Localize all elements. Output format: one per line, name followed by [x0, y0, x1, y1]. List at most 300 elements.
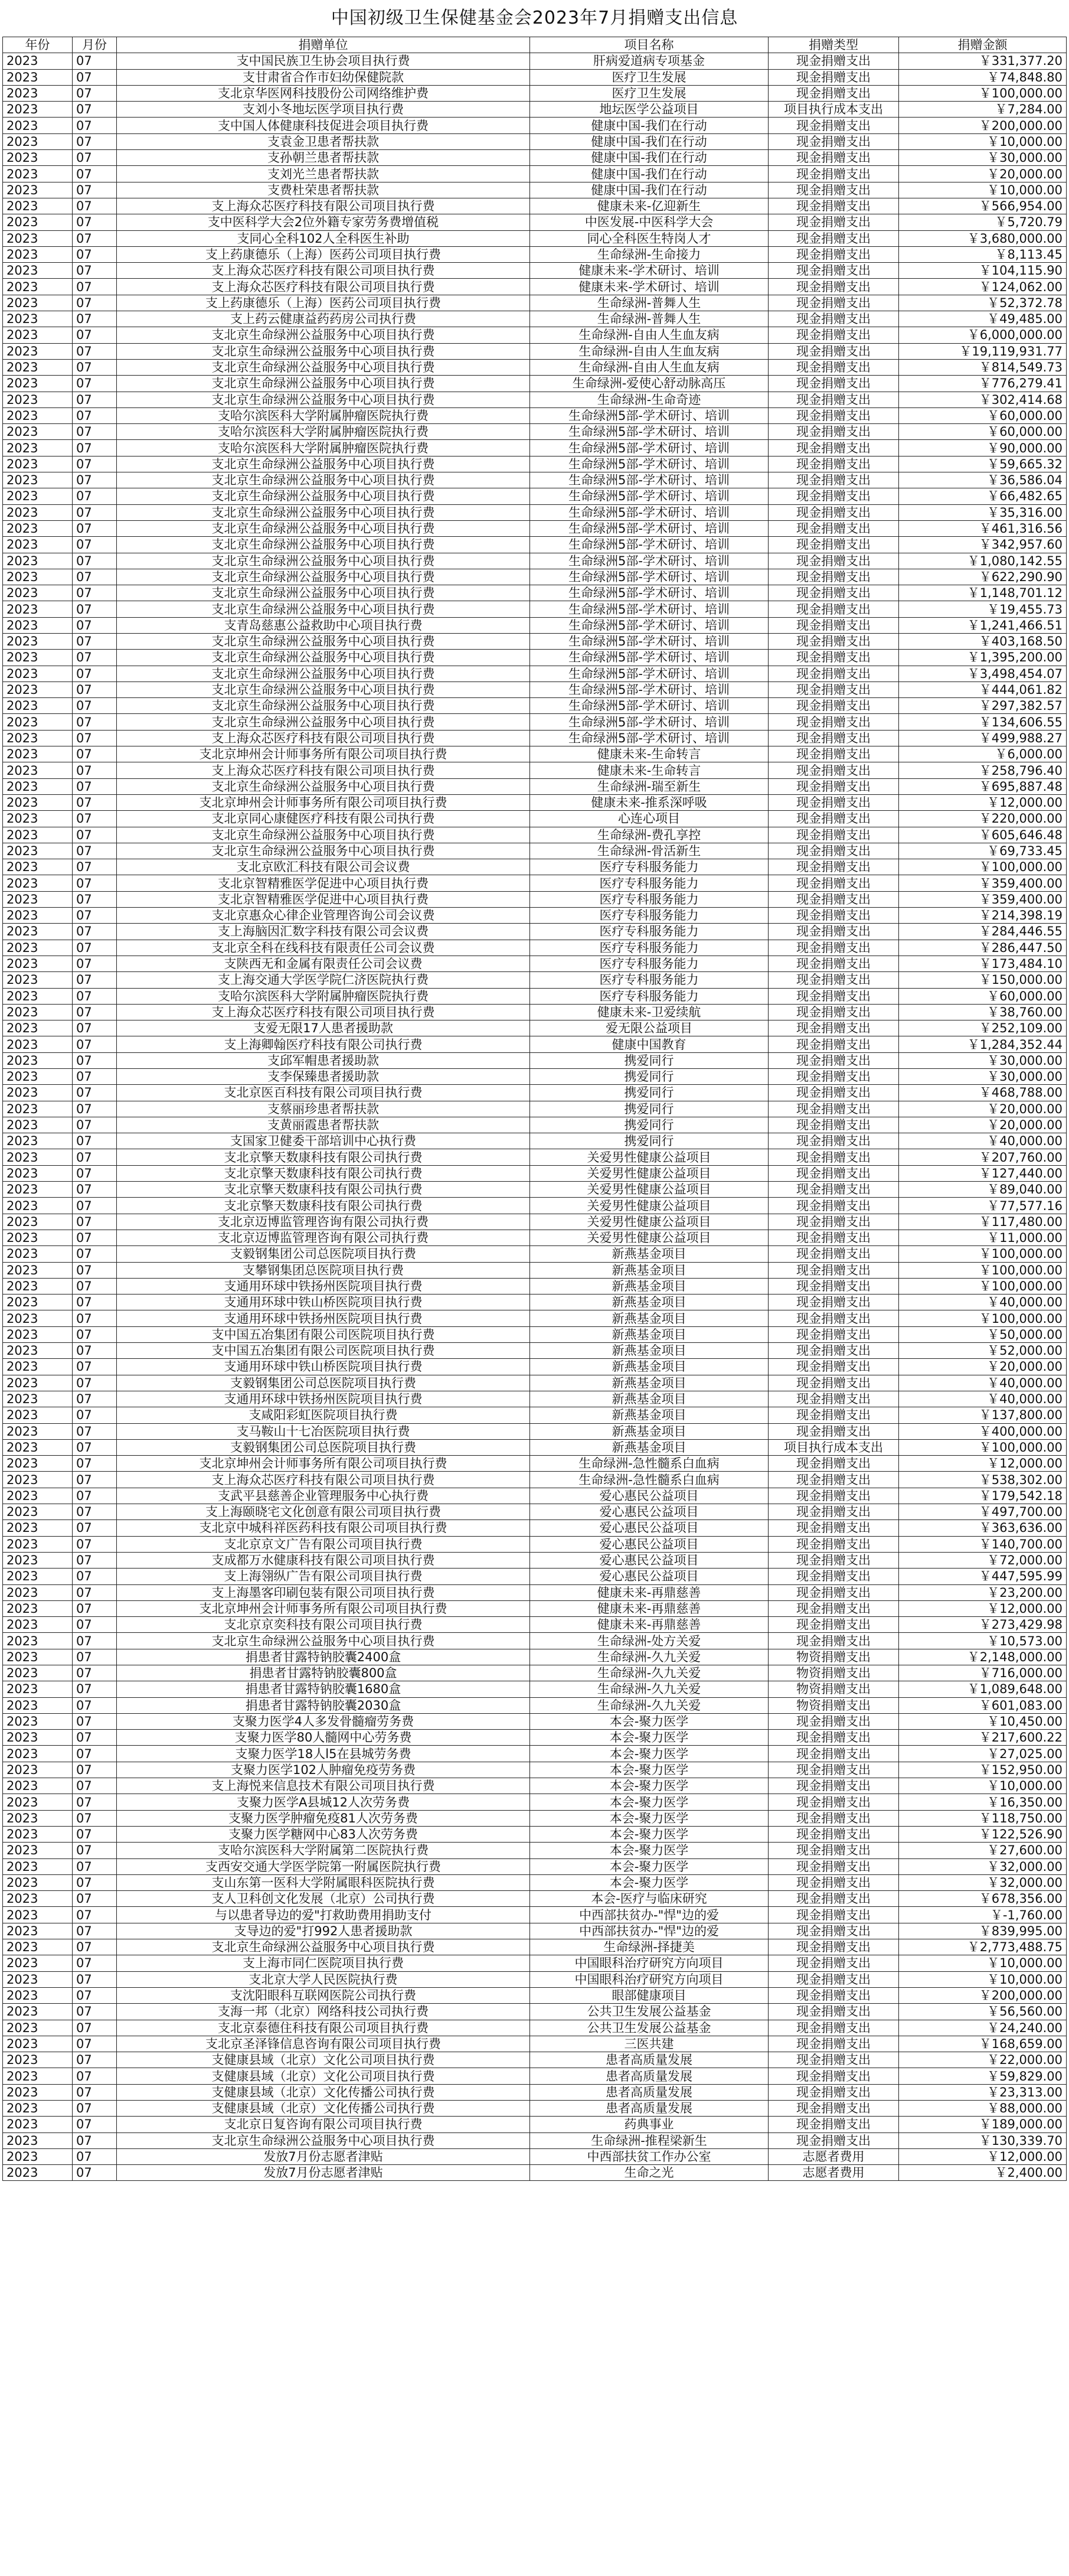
amount-cell: ￥678,356.00 — [899, 1891, 1067, 1907]
table-body — [3, 53, 1067, 2181]
project-name-cell: 健康未来-生命转言 — [530, 746, 769, 762]
donor-unit-cell: 支邱军帽患者援助款 — [117, 1052, 530, 1068]
project-name-cell: 生命绿洲-择捷美 — [530, 1939, 769, 1955]
year-cell: 2023 — [3, 1600, 73, 1616]
year-cell: 2023 — [3, 182, 73, 198]
table-row — [3, 682, 1067, 697]
year-cell: 2023 — [3, 230, 73, 246]
project-name-cell: 公共卫生发展公益基金 — [530, 2004, 769, 2020]
project-name-cell: 生命绿洲5部-学术研讨、培训 — [530, 456, 769, 472]
donation-type-cell: 现金捐赠支出 — [769, 601, 899, 617]
year-cell: 2023 — [3, 2148, 73, 2164]
month-cell: 07 — [73, 343, 117, 359]
donor-unit-cell: 支中医科学大会2位外籍专家劳务费增值税 — [117, 214, 530, 230]
year-cell: 2023 — [3, 1052, 73, 1068]
project-name-cell: 生命绿洲5部-学术研讨、培训 — [530, 537, 769, 553]
table-row — [3, 1052, 1067, 1068]
table-row — [3, 1584, 1067, 1600]
year-cell: 2023 — [3, 762, 73, 778]
month-cell: 07 — [73, 520, 117, 536]
project-name-cell: 健康未来-推系深呼吸 — [530, 794, 769, 810]
table-row — [3, 1955, 1067, 1971]
donor-unit-cell: 支北京欧汇科技有限公司会议费 — [117, 859, 530, 875]
donation-type-cell: 现金捐赠支出 — [769, 1165, 899, 1181]
donor-unit-cell: 支上海墨客印刷包装有限公司项目执行费 — [117, 1584, 530, 1600]
donor-unit-cell: 支聚力医学80人髓网中心劳务费 — [117, 1730, 530, 1746]
year-cell: 2023 — [3, 1746, 73, 1762]
month-cell: 07 — [73, 650, 117, 666]
amount-cell: ￥137,800.00 — [899, 1407, 1067, 1423]
year-cell: 2023 — [3, 1262, 73, 1278]
donor-unit-cell: 支北京擎天数康科技有限公司执行费 — [117, 1198, 530, 1214]
donor-unit-cell: 支北京惠众心律企业管理咨询公司会议费 — [117, 908, 530, 924]
donor-unit-cell: 支孙朝兰患者帮扶款 — [117, 150, 530, 166]
donor-unit-cell: 支北京生命绿洲公益服务中心项目执行费 — [117, 343, 530, 359]
amount-cell: ￥403,168.50 — [899, 633, 1067, 649]
month-cell: 07 — [73, 924, 117, 940]
donation-type-cell: 现金捐赠支出 — [769, 2117, 899, 2132]
year-cell: 2023 — [3, 150, 73, 166]
project-name-cell: 医疗专科服务能力 — [530, 940, 769, 956]
year-cell: 2023 — [3, 1665, 73, 1681]
table-row — [3, 1488, 1067, 1504]
year-cell: 2023 — [3, 1036, 73, 1052]
donor-unit-cell: 支北京生命绿洲公益服务中心项目执行费 — [117, 778, 530, 794]
month-cell: 07 — [73, 1552, 117, 1568]
amount-cell: ￥359,400.00 — [899, 875, 1067, 891]
project-name-cell: 中国眼科治疗研究方向项目 — [530, 1955, 769, 1971]
table-row — [3, 1681, 1067, 1697]
amount-cell: ￥134,606.55 — [899, 714, 1067, 730]
table-row — [3, 182, 1067, 198]
donation-type-cell: 现金捐赠支出 — [769, 2101, 899, 2117]
table-row — [3, 762, 1067, 778]
donation-type-cell: 现金捐赠支出 — [769, 1730, 899, 1746]
project-name-cell: 健康未来-学术研讨、培训 — [530, 263, 769, 279]
donation-type-cell: 物资捐赠支出 — [769, 1697, 899, 1713]
month-cell: 07 — [73, 1874, 117, 1890]
donation-type-cell: 现金捐赠支出 — [769, 666, 899, 682]
donation-type-cell: 现金捐赠支出 — [769, 537, 899, 553]
donor-unit-cell: 支北京生命绿洲公益服务中心项目执行费 — [117, 1939, 530, 1955]
year-cell: 2023 — [3, 2004, 73, 2020]
month-cell: 07 — [73, 762, 117, 778]
month-cell: 07 — [73, 424, 117, 440]
donor-unit-cell: 支上海脑因汇数字科技有限公司会议费 — [117, 924, 530, 940]
table-row — [3, 166, 1067, 182]
project-name-cell: 爱心惠民公益项目 — [530, 1536, 769, 1552]
project-name-cell: 携爱同行 — [530, 1117, 769, 1133]
donation-type-cell: 现金捐赠支出 — [769, 1891, 899, 1907]
page-title: 中国初级卫生保健基金会2023年7月捐赠支出信息 — [331, 8, 738, 28]
donor-unit-cell: 支北京坤州会计师事务所有限公司项目执行费 — [117, 1600, 530, 1616]
amount-cell: ￥50,000.00 — [899, 1326, 1067, 1342]
donor-unit-cell: 支哈尔滨医科大学附属第二医院执行费 — [117, 1843, 530, 1858]
year-cell: 2023 — [3, 1536, 73, 1552]
table-row — [3, 69, 1067, 85]
amount-cell: ￥5,720.79 — [899, 214, 1067, 230]
project-name-cell: 公共卫生发展公益基金 — [530, 2020, 769, 2036]
table-row — [3, 1149, 1067, 1165]
table-row — [3, 1907, 1067, 1923]
project-name-cell: 心连心项目 — [530, 811, 769, 827]
month-cell: 07 — [73, 440, 117, 456]
amount-cell: ￥12,000.00 — [899, 1456, 1067, 1472]
donation-type-cell: 现金捐赠支出 — [769, 1504, 899, 1520]
table-row — [3, 198, 1067, 214]
month-cell: 07 — [73, 376, 117, 392]
month-cell: 07 — [73, 2068, 117, 2084]
year-cell: 2023 — [3, 1133, 73, 1149]
month-cell: 07 — [73, 1794, 117, 1810]
donation-type-cell: 现金捐赠支出 — [769, 553, 899, 569]
amount-cell: ￥217,600.22 — [899, 1730, 1067, 1746]
donor-unit-cell: 支北京坤州会计师事务所有限公司项目执行费 — [117, 746, 530, 762]
amount-cell: ￥605,646.48 — [899, 827, 1067, 843]
table-row — [3, 1036, 1067, 1052]
table-row — [3, 553, 1067, 569]
month-cell: 07 — [73, 1536, 117, 1552]
project-name-cell: 本会-聚力医学 — [530, 1874, 769, 1890]
year-cell: 2023 — [3, 1326, 73, 1342]
donor-unit-cell: 支北京京文广告有限公司项目执行费 — [117, 1536, 530, 1552]
month-cell: 07 — [73, 714, 117, 730]
project-name-cell: 生命绿洲-普舞人生 — [530, 311, 769, 327]
donation-type-cell: 现金捐赠支出 — [769, 1359, 899, 1375]
month-cell: 07 — [73, 1987, 117, 2003]
donation-type-cell: 现金捐赠支出 — [769, 617, 899, 633]
project-name-cell: 生命绿洲-生命奇迹 — [530, 392, 769, 407]
amount-cell: ￥716,000.00 — [899, 1665, 1067, 1681]
year-cell: 2023 — [3, 1439, 73, 1455]
project-name-cell: 生命绿洲5部-学术研讨、培训 — [530, 472, 769, 488]
table-row — [3, 1391, 1067, 1407]
project-name-cell: 健康未来-生命转言 — [530, 762, 769, 778]
table-row — [3, 1697, 1067, 1713]
year-cell: 2023 — [3, 392, 73, 407]
donation-type-cell: 现金捐赠支出 — [769, 359, 899, 375]
donor-unit-cell: 支通用环球中铁山桥医院项目执行费 — [117, 1359, 530, 1375]
year-cell: 2023 — [3, 569, 73, 585]
table-row — [3, 1117, 1067, 1133]
table-row — [3, 1262, 1067, 1278]
amount-cell: ￥130,339.70 — [899, 2132, 1067, 2148]
table-row — [3, 263, 1067, 279]
header-year: 年份 — [3, 37, 73, 53]
month-cell: 07 — [73, 1584, 117, 1600]
donation-type-cell: 现金捐赠支出 — [769, 1085, 899, 1101]
table-row — [3, 988, 1067, 1004]
project-name-cell: 本会-聚力医学 — [530, 1713, 769, 1729]
year-cell: 2023 — [3, 924, 73, 940]
month-cell: 07 — [73, 1617, 117, 1633]
amount-cell: ￥104,115.90 — [899, 263, 1067, 279]
donation-type-cell: 现金捐赠支出 — [769, 956, 899, 971]
year-cell: 2023 — [3, 440, 73, 456]
amount-cell: ￥8,113.45 — [899, 246, 1067, 262]
donor-unit-cell: 支健康县域（北京）文化传播公司执行费 — [117, 2101, 530, 2117]
donation-type-cell: 现金捐赠支出 — [769, 1778, 899, 1794]
donor-unit-cell: 支上海众芯医疗科技有限公司项目执行费 — [117, 730, 530, 746]
donor-unit-cell: 支北京同心康健医疗科技有限公司执行费 — [117, 811, 530, 827]
project-name-cell: 关爱男性健康公益项目 — [530, 1165, 769, 1181]
donor-unit-cell: 支北京迈博监管理咨询有限公司执行费 — [117, 1230, 530, 1245]
donation-type-cell: 现金捐赠支出 — [769, 327, 899, 343]
donation-type-cell: 现金捐赠支出 — [769, 407, 899, 423]
amount-cell: ￥168,659.00 — [899, 2036, 1067, 2052]
year-cell: 2023 — [3, 1182, 73, 1198]
project-name-cell: 中医发展-中医科学大会 — [530, 214, 769, 230]
month-cell: 07 — [73, 1230, 117, 1245]
donor-unit-cell: 支上海众芯医疗科技有限公司项目执行费 — [117, 198, 530, 214]
donation-type-cell: 现金捐赠支出 — [769, 1826, 899, 1842]
table-row — [3, 1230, 1067, 1245]
year-cell: 2023 — [3, 1923, 73, 1939]
project-name-cell: 生命绿洲5部-学术研讨、培训 — [530, 488, 769, 504]
donor-unit-cell: 支北京医百科技有限公司项目执行费 — [117, 1085, 530, 1101]
table-row — [3, 520, 1067, 536]
amount-cell: ￥66,482.65 — [899, 488, 1067, 504]
month-cell: 07 — [73, 1391, 117, 1407]
month-cell: 07 — [73, 1036, 117, 1052]
project-name-cell: 新燕基金项目 — [530, 1294, 769, 1310]
donor-unit-cell: 支北京坤州会计师事务所有限公司项目执行费 — [117, 794, 530, 810]
project-name-cell: 生命绿洲-久九关爱 — [530, 1649, 769, 1665]
donation-type-cell: 现金捐赠支出 — [769, 778, 899, 794]
amount-cell: ￥100,000.00 — [899, 1310, 1067, 1326]
donation-type-cell: 现金捐赠支出 — [769, 488, 899, 504]
donation-type-cell: 现金捐赠支出 — [769, 1004, 899, 1020]
amount-cell: ￥10,573.00 — [899, 1633, 1067, 1649]
header-month: 月份 — [73, 37, 117, 53]
year-cell: 2023 — [3, 859, 73, 875]
donor-unit-cell: 支上海众芯医疗科技有限公司项目执行费 — [117, 762, 530, 778]
table-row — [3, 1617, 1067, 1633]
project-name-cell: 本会-聚力医学 — [530, 1746, 769, 1762]
month-cell: 07 — [73, 617, 117, 633]
donor-unit-cell: 支通用环球中铁扬州医院项目执行费 — [117, 1391, 530, 1407]
table-row — [3, 246, 1067, 262]
donor-unit-cell: 支上海翎纵广告有限公司项目执行费 — [117, 1569, 530, 1584]
donation-type-cell: 现金捐赠支出 — [769, 875, 899, 891]
donor-unit-cell: 支上海众芯医疗科技有限公司项目执行费 — [117, 279, 530, 295]
amount-cell: ￥89,040.00 — [899, 1182, 1067, 1198]
header-donation-amount: 捐赠金额 — [899, 37, 1067, 53]
year-cell: 2023 — [3, 1375, 73, 1391]
year-cell: 2023 — [3, 488, 73, 504]
donor-unit-cell: 支中国五冶集团有限公司医院项目执行费 — [117, 1326, 530, 1342]
table-row — [3, 714, 1067, 730]
month-cell: 07 — [73, 778, 117, 794]
year-cell: 2023 — [3, 102, 73, 118]
project-name-cell: 健康中国-我们在行动 — [530, 166, 769, 182]
project-name-cell: 新燕基金项目 — [530, 1391, 769, 1407]
donor-unit-cell: 支聚力医学肿瘤免疫81人次劳务费 — [117, 1810, 530, 1826]
donation-type-cell: 现金捐赠支出 — [769, 585, 899, 601]
year-cell: 2023 — [3, 246, 73, 262]
project-name-cell: 医疗卫生发展 — [530, 69, 769, 85]
donor-unit-cell: 支北京泰德住科技有限公司项目执行费 — [117, 2020, 530, 2036]
amount-cell: ￥695,887.48 — [899, 778, 1067, 794]
year-cell: 2023 — [3, 1584, 73, 1600]
year-cell: 2023 — [3, 1149, 73, 1165]
table-row — [3, 1746, 1067, 1762]
donor-unit-cell: 发放7月份志愿者津贴 — [117, 2165, 530, 2181]
table-row — [3, 1778, 1067, 1794]
amount-cell: ￥60,000.00 — [899, 424, 1067, 440]
project-name-cell: 生命绿洲-处方关爱 — [530, 1633, 769, 1649]
month-cell: 07 — [73, 666, 117, 682]
donor-unit-cell: 支人卫科创文化发展（北京）公司执行费 — [117, 1891, 530, 1907]
donor-unit-cell: 支北京生命绿洲公益服务中心项目执行费 — [117, 827, 530, 843]
month-cell: 07 — [73, 1198, 117, 1214]
amount-cell: ￥1,284,352.44 — [899, 1036, 1067, 1052]
project-name-cell: 生命绿洲5部-学术研讨、培训 — [530, 730, 769, 746]
donor-unit-cell: 支健康县域（北京）文化传播公司执行费 — [117, 2084, 530, 2100]
project-name-cell: 生命绿洲5部-学术研讨、培训 — [530, 714, 769, 730]
month-cell: 07 — [73, 1149, 117, 1165]
year-cell: 2023 — [3, 650, 73, 666]
project-name-cell: 医疗专科服务能力 — [530, 859, 769, 875]
table-row — [3, 1520, 1067, 1536]
table-row — [3, 1891, 1067, 1907]
month-cell: 07 — [73, 956, 117, 971]
year-cell: 2023 — [3, 1214, 73, 1230]
month-cell: 07 — [73, 85, 117, 101]
year-cell: 2023 — [3, 1407, 73, 1423]
year-cell: 2023 — [3, 198, 73, 214]
amount-cell: ￥12,000.00 — [899, 794, 1067, 810]
donor-unit-cell: 支北京生命绿洲公益服务中心项目执行费 — [117, 569, 530, 585]
table-row — [3, 53, 1067, 69]
amount-cell: ￥22,000.00 — [899, 2052, 1067, 2068]
year-cell: 2023 — [3, 1939, 73, 1955]
donor-unit-cell: 支费杜荣患者帮扶款 — [117, 182, 530, 198]
year-cell: 2023 — [3, 311, 73, 327]
donation-type-cell: 现金捐赠支出 — [769, 2052, 899, 2068]
donation-type-cell: 现金捐赠支出 — [769, 2084, 899, 2100]
year-cell: 2023 — [3, 1343, 73, 1359]
month-cell: 07 — [73, 230, 117, 246]
donation-type-cell: 现金捐赠支出 — [769, 1569, 899, 1584]
year-cell: 2023 — [3, 1843, 73, 1858]
month-cell: 07 — [73, 1326, 117, 1342]
project-name-cell: 本会-聚力医学 — [530, 1843, 769, 1858]
table-row — [3, 1987, 1067, 2003]
year-cell: 2023 — [3, 827, 73, 843]
donation-type-cell: 现金捐赠支出 — [769, 1971, 899, 1987]
project-name-cell: 关爱男性健康公益项目 — [530, 1214, 769, 1230]
donor-unit-cell: 支上海卿翰医疗科技有限公司执行费 — [117, 1036, 530, 1052]
donor-unit-cell: 支聚力医学A县城12人次劳务费 — [117, 1794, 530, 1810]
amount-cell: ￥19,119,931.77 — [899, 343, 1067, 359]
donor-unit-cell: 支北京坤州会计师事务所有限公司项目执行费 — [117, 1456, 530, 1472]
year-cell: 2023 — [3, 1713, 73, 1729]
donor-unit-cell: 支北京生命绿洲公益服务中心项目执行费 — [117, 537, 530, 553]
month-cell: 07 — [73, 1343, 117, 1359]
month-cell: 07 — [73, 133, 117, 149]
donor-unit-cell: 支刘小冬地坛医学项目执行费 — [117, 102, 530, 118]
table-row — [3, 279, 1067, 295]
month-cell: 07 — [73, 1891, 117, 1907]
amount-cell: ￥74,848.80 — [899, 69, 1067, 85]
amount-cell: ￥1,241,466.51 — [899, 617, 1067, 633]
project-name-cell: 健康未来-再鼎慈善 — [530, 1584, 769, 1600]
amount-cell: ￥220,000.00 — [899, 811, 1067, 827]
donation-type-cell: 现金捐赠支出 — [769, 1343, 899, 1359]
year-cell: 2023 — [3, 1520, 73, 1536]
donor-unit-cell: 支北京迈博监管理咨询有限公司执行费 — [117, 1214, 530, 1230]
amount-cell: ￥12,000.00 — [899, 2148, 1067, 2164]
year-cell: 2023 — [3, 376, 73, 392]
table-row — [3, 1439, 1067, 1455]
table-row — [3, 1971, 1067, 1987]
table-row — [3, 1182, 1067, 1198]
amount-cell: ￥10,000.00 — [899, 1971, 1067, 1987]
month-cell: 07 — [73, 1165, 117, 1181]
month-cell: 07 — [73, 794, 117, 810]
donation-type-cell: 现金捐赠支出 — [769, 1133, 899, 1149]
donor-unit-cell: 支上药康德乐（上海）医药公司项目执行费 — [117, 295, 530, 311]
donation-type-cell: 现金捐赠支出 — [769, 392, 899, 407]
project-name-cell: 生命绿洲-急性髓系白血病 — [530, 1472, 769, 1488]
year-cell: 2023 — [3, 1810, 73, 1826]
month-cell: 07 — [73, 488, 117, 504]
amount-cell: ￥499,988.27 — [899, 730, 1067, 746]
amount-cell: ￥400,000.00 — [899, 1423, 1067, 1439]
donation-type-cell: 现金捐赠支出 — [769, 1520, 899, 1536]
project-name-cell: 新燕基金项目 — [530, 1343, 769, 1359]
table-row — [3, 1874, 1067, 1890]
year-cell: 2023 — [3, 472, 73, 488]
table-row — [3, 1649, 1067, 1665]
year-cell: 2023 — [3, 1488, 73, 1504]
month-cell: 07 — [73, 1117, 117, 1133]
project-name-cell: 本会-聚力医学 — [530, 1762, 769, 1778]
year-cell: 2023 — [3, 1826, 73, 1842]
amount-cell: ￥117,480.00 — [899, 1214, 1067, 1230]
month-cell: 07 — [73, 1085, 117, 1101]
table-row — [3, 843, 1067, 859]
donor-unit-cell: 支山东第一医科大学附属眼科医院执行费 — [117, 1874, 530, 1890]
month-cell: 07 — [73, 875, 117, 891]
donor-unit-cell: 支毅钢集团公司总医院项目执行费 — [117, 1246, 530, 1262]
donor-unit-cell: 支导边的爱"打992人患者援助款 — [117, 1923, 530, 1939]
donation-type-cell: 物资捐赠支出 — [769, 1665, 899, 1681]
project-name-cell: 本会-聚力医学 — [530, 1858, 769, 1874]
month-cell: 07 — [73, 633, 117, 649]
donation-type-cell: 现金捐赠支出 — [769, 1472, 899, 1488]
month-cell: 07 — [73, 553, 117, 569]
donation-type-cell: 现金捐赠支出 — [769, 343, 899, 359]
table-row — [3, 730, 1067, 746]
donation-type-cell: 现金捐赠支出 — [769, 1310, 899, 1326]
amount-cell: ￥7,284.00 — [899, 102, 1067, 118]
amount-cell: ￥40,000.00 — [899, 1391, 1067, 1407]
year-cell: 2023 — [3, 1310, 73, 1326]
year-cell: 2023 — [3, 2036, 73, 2052]
project-name-cell: 携爱同行 — [530, 1069, 769, 1085]
donor-unit-cell: 支上海交通大学医学院仁济医院执行费 — [117, 972, 530, 988]
amount-cell: ￥16,350.00 — [899, 1794, 1067, 1810]
project-name-cell: 患者高质量发展 — [530, 2068, 769, 2084]
amount-cell: ￥40,000.00 — [899, 1294, 1067, 1310]
table-row — [3, 1762, 1067, 1778]
project-name-cell: 中国眼科治疗研究方向项目 — [530, 1971, 769, 1987]
donation-type-cell: 现金捐赠支出 — [769, 714, 899, 730]
amount-cell: ￥12,000.00 — [899, 1600, 1067, 1616]
amount-cell: ￥30,000.00 — [899, 1052, 1067, 1068]
